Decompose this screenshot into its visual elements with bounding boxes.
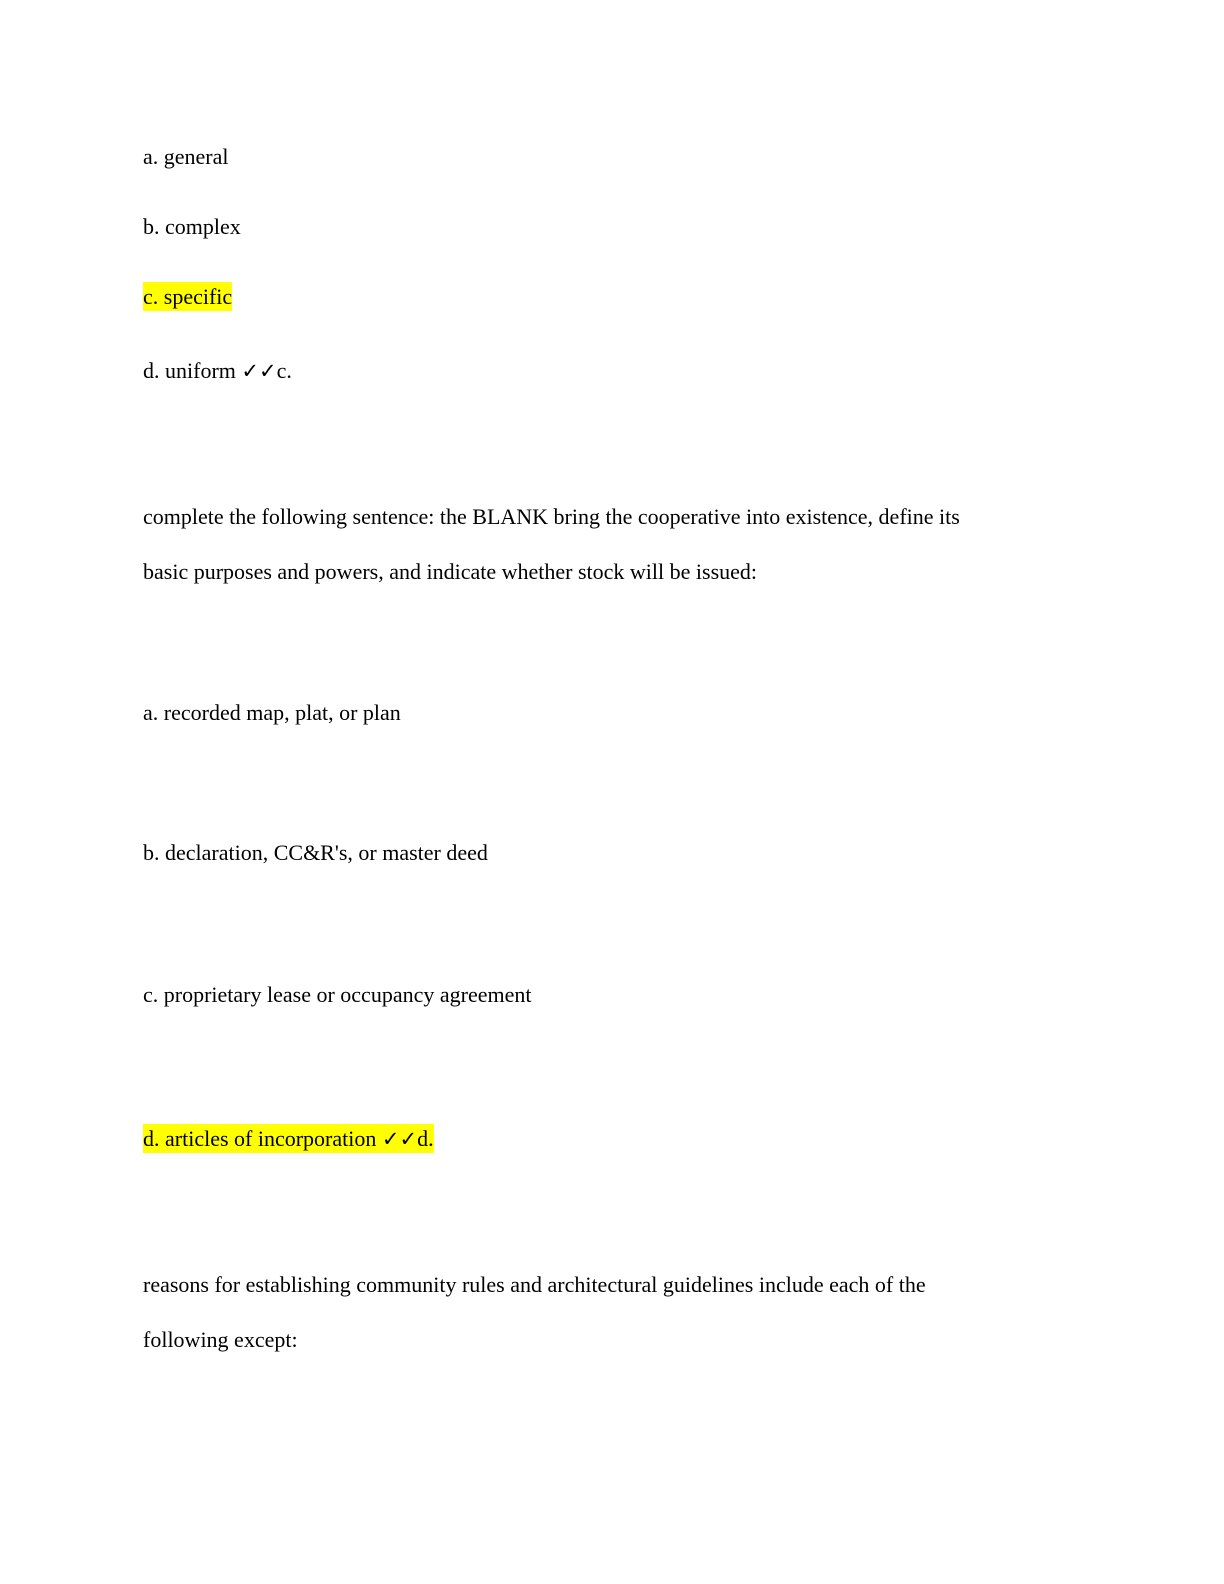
q1-option-c-highlighted: c. specific [143,284,233,309]
q2-question-line-2 [143,558,757,586]
q1-option-a [143,143,229,171]
checkmark-icon: ✓✓ [241,359,277,383]
q1-answer: c. [276,358,292,383]
q3-question-text-1: reasons for establishing community rules and architectural guidelines include each of the [143,1272,926,1297]
q2-option-b [143,839,488,867]
q2-question-text-1: complete the following sentence: the BLANK bring the cooperative into existence, define its [143,504,960,529]
q2-question-line-1 [143,503,960,531]
q1-option-a-text: a. general [143,144,229,169]
q2-question-text-2: basic purposes and powers, and indicate whether stock will be issued: [143,559,758,584]
q2-option-a-text: a. recorded map, plat, or plan [143,700,401,725]
q2-option-b-text: b. declaration, CC&R's, or master deed [143,840,488,865]
q2-option-d-highlighted [143,1124,434,1153]
q1-option-d [143,357,292,385]
checkmark-icon: ✓✓ [381,1127,418,1151]
q2-option-d [143,1125,434,1153]
q1-option-c [143,283,232,311]
q3-question-text-2: following except: [143,1327,298,1352]
q2-option-c-text: c. proprietary lease or occupancy agreement [143,982,532,1007]
q3-question-line-2 [143,1326,298,1354]
q2-answer: d. [417,1126,434,1151]
q3-question-line-1 [143,1271,926,1299]
q1-option-b [143,213,241,241]
q1-option-b-text: b. complex [143,214,241,239]
q2-option-a [143,699,401,727]
q2-option-c [143,981,531,1009]
q2-option-d-text: d. articles of incorporation [143,1126,377,1151]
q1-option-d-text: d. uniform [143,358,236,383]
